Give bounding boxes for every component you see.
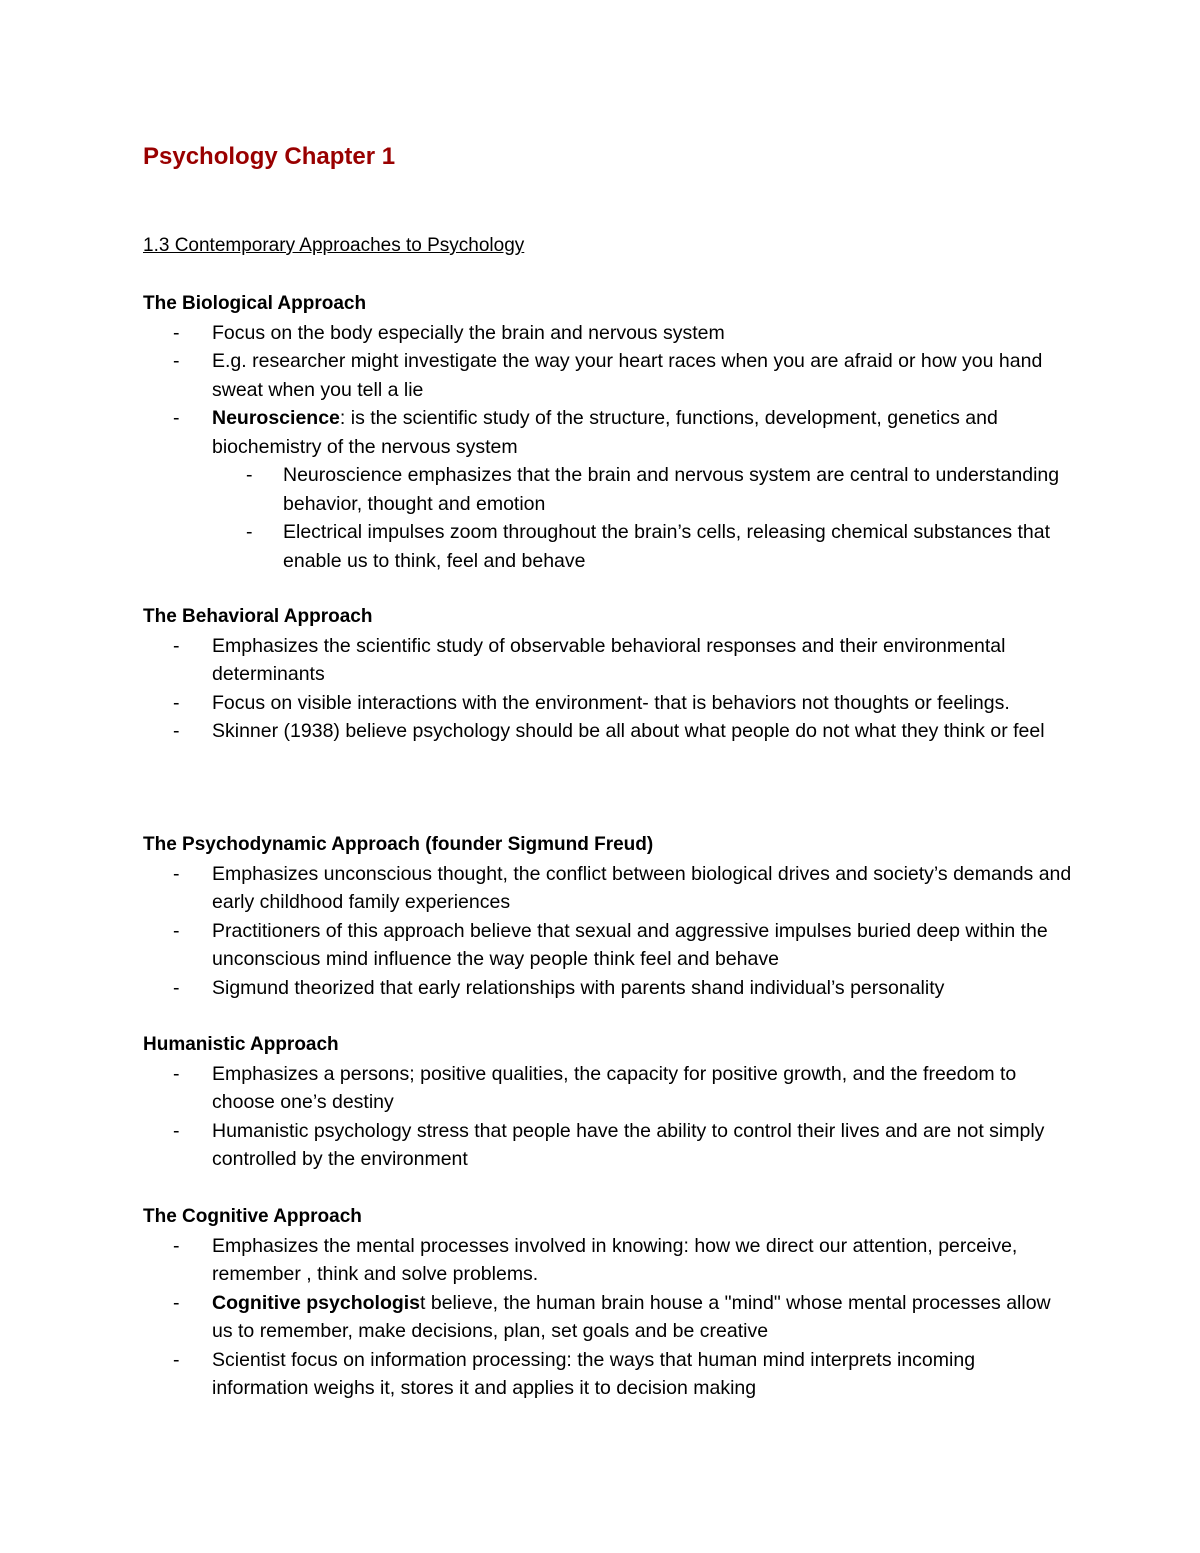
sub-bullet-text: Neuroscience emphasizes that the brain and nervous system are central to understanding behavior, thought and emotion bbox=[283, 464, 1060, 515]
bullet-text: Focus on visible interactions with the environment- that is behaviors not thoughts or feelings. bbox=[212, 691, 1010, 714]
dash-marker: - bbox=[173, 919, 180, 942]
section-heading: The Behavioral Approach bbox=[143, 606, 373, 627]
section-heading: The Cognitive Approach bbox=[143, 1206, 362, 1227]
dash-marker: - bbox=[173, 407, 180, 429]
sub-list-item bbox=[212, 518, 1073, 575]
bullet-list bbox=[143, 319, 1073, 576]
sub-list-item bbox=[212, 461, 1073, 518]
dash-marker: - bbox=[173, 862, 180, 885]
list-item bbox=[143, 860, 1073, 917]
section-heading: The Psychodynamic Approach (founder Sigmund Freud) bbox=[143, 834, 654, 855]
bullet-text: E.g. researcher might investigate the way your heart races when you are afraid or how you hand sweat when you tell a lie bbox=[212, 350, 1043, 401]
dash-marker: - bbox=[173, 1119, 180, 1142]
dash-marker: - bbox=[173, 1291, 180, 1314]
dash-marker: - bbox=[173, 720, 180, 742]
section-subtitle: 1.3 Contemporary Approaches to Psychology bbox=[143, 235, 525, 256]
list-item bbox=[143, 319, 1073, 348]
dash-marker: - bbox=[173, 321, 180, 344]
dash-marker: - bbox=[246, 521, 253, 543]
bullet-text: Humanistic psychology stress that people have the ability to control their lives and are not simply controlled by the environment bbox=[212, 1119, 1045, 1170]
bullet-text: Practitioners of this approach believe that sexual and aggressive impulses buried deep within the unconscious mind influence the way people think feel and behave bbox=[212, 919, 1048, 970]
list-item bbox=[143, 347, 1073, 404]
bullet-text: Skinner (1938) believe psychology should be all about what people do not what they think or feel bbox=[212, 720, 1045, 742]
dash-marker: - bbox=[173, 976, 180, 999]
bullet-list bbox=[143, 632, 1073, 746]
list-item bbox=[143, 974, 1073, 1003]
bullet-list bbox=[143, 1232, 1073, 1403]
bullet-text: Emphasizes unconscious thought, the conflict between biological drives and society’s demands and early childhood family experiences bbox=[212, 862, 1072, 913]
list-item bbox=[143, 1289, 1073, 1346]
dash-marker: - bbox=[173, 1234, 180, 1257]
section-heading: The Biological Approach bbox=[143, 293, 367, 314]
section-heading: Humanistic Approach bbox=[143, 1034, 339, 1055]
dash-marker: - bbox=[246, 464, 253, 486]
bold-term: Neuroscience bbox=[212, 407, 340, 429]
list-item bbox=[143, 1117, 1073, 1174]
list-item bbox=[143, 717, 1073, 746]
bullet-text: : is the scientific study of the structure, functions, development, genetics and biochemistry of the nervous system bbox=[212, 407, 998, 458]
dash-marker: - bbox=[173, 1348, 180, 1371]
bullet-text: Emphasizes the scientific study of observable behavioral responses and their environmental determinants bbox=[212, 634, 1006, 685]
bullet-text: Focus on the body especially the brain and nervous system bbox=[212, 321, 725, 344]
bullet-text: t believe, the human brain house a "mind" whose mental processes allow us to remember, make decisions, plan, set goals and be creative bbox=[212, 1291, 1051, 1342]
document-title: Psychology Chapter 1 bbox=[143, 143, 396, 170]
list-item bbox=[143, 632, 1073, 689]
list-item bbox=[143, 1346, 1073, 1403]
bullet-list bbox=[143, 860, 1073, 1003]
list-item bbox=[143, 917, 1073, 974]
section-behavioral bbox=[143, 603, 1073, 746]
dash-marker: - bbox=[173, 350, 180, 372]
bold-term: Cognitive psychologis bbox=[212, 1291, 421, 1314]
bullet-text: Scientist focus on information processing: the ways that human mind interprets incoming information weighs it, stores it and applies it to decision making bbox=[212, 1348, 976, 1399]
document-page bbox=[143, 140, 1073, 1399]
sub-bullet-text: Electrical impulses zoom throughout the brain’s cells, releasing chemical substances that enable us to think, feel and behave bbox=[283, 521, 1051, 572]
sub-bullet-list bbox=[212, 461, 1073, 575]
section-cognitive bbox=[143, 1203, 1073, 1403]
dash-marker: - bbox=[173, 691, 180, 714]
list-item bbox=[143, 1232, 1073, 1289]
list-item bbox=[143, 404, 1073, 575]
list-item bbox=[143, 1060, 1073, 1117]
list-item bbox=[143, 689, 1073, 718]
dash-marker: - bbox=[173, 634, 180, 657]
bullet-text: Sigmund theorized that early relationships with parents shand individual’s personality bbox=[212, 976, 945, 999]
section-psychodynamic bbox=[143, 831, 1073, 1002]
bullet-text: Emphasizes the mental processes involved in knowing: how we direct our attention, perceive, remember , think and solve problems. bbox=[212, 1234, 1018, 1285]
section-biological bbox=[143, 290, 1073, 575]
section-humanistic bbox=[143, 1031, 1073, 1174]
bullet-list bbox=[143, 1060, 1073, 1174]
dash-marker: - bbox=[173, 1062, 180, 1085]
bullet-text: Emphasizes a persons; positive qualities, the capacity for positive growth, and the freedom to choose one’s destiny bbox=[212, 1062, 1017, 1113]
